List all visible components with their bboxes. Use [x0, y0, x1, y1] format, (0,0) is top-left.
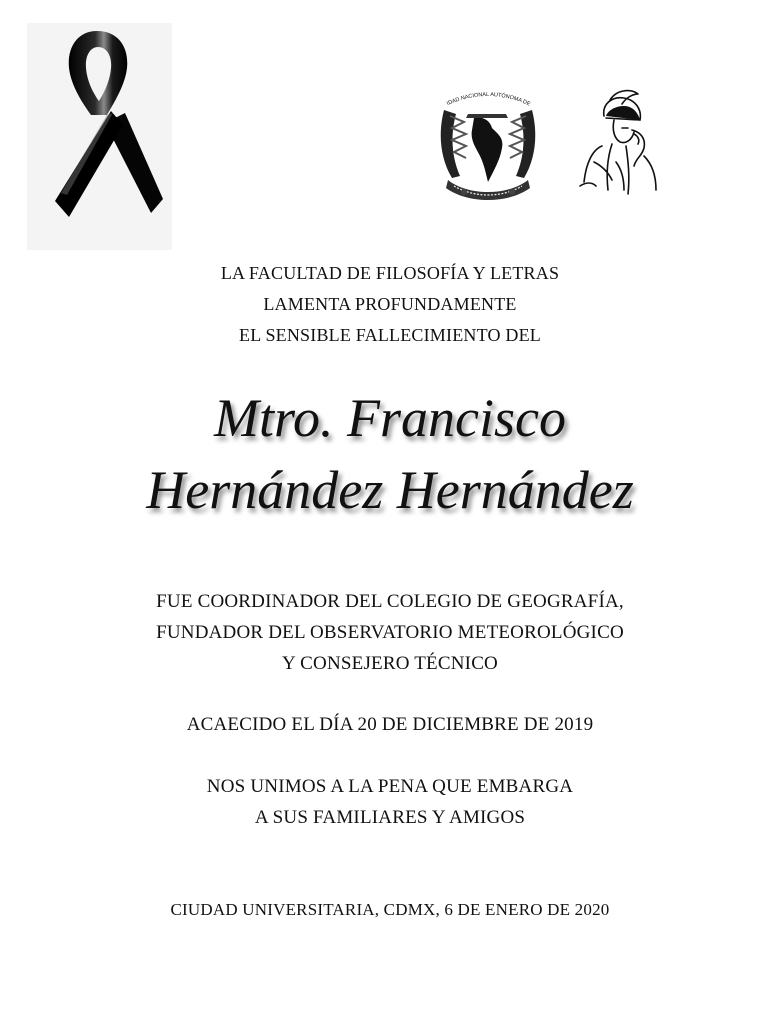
- bio-line: FUE COORDINADOR DEL COLEGIO DE GEOGRAFÍA,: [156, 591, 624, 612]
- unam-seal-icon: [434, 88, 542, 206]
- athena-logo: [572, 86, 668, 200]
- athena-ffyl-icon: [572, 86, 668, 200]
- bio-line: FUNDADOR DEL OBSERVATORIO METEOROLÓGICO: [156, 622, 624, 643]
- deceased-name-line: Mtro. Francisco: [214, 388, 566, 448]
- biography-text: [0, 586, 780, 679]
- seal-text: IDAD NACIONAL AUTÓNOMA DE: [446, 91, 532, 108]
- svg-text:UNIVERSIDAD NACIONAL AUTÓNOMA: [434, 88, 531, 108]
- condolence-text: [0, 771, 780, 833]
- ribbon-panel: [27, 23, 172, 250]
- intro-text: [0, 258, 780, 351]
- intro-line: LA FACULTAD DE FILOSOFÍA Y LETRAS: [220, 263, 560, 283]
- unam-seal: [434, 88, 542, 206]
- black-mourning-ribbon-icon: [27, 23, 172, 250]
- bio-line: Y CONSEJERO TÉCNICO: [282, 653, 498, 674]
- intro-line: EL SENSIBLE FALLECIMIENTO DEL: [239, 325, 541, 345]
- condolence-line: A SUS FAMILIARES Y AMIGOS: [254, 807, 526, 828]
- condolence-line: NOS UNIMOS A LA PENA QUE EMBARGA: [206, 776, 574, 797]
- death-notice: [0, 709, 780, 740]
- deceased-name-line: Hernández Hernández: [146, 460, 634, 520]
- deceased-name: [0, 382, 780, 526]
- intro-line: LAMENTA PROFUNDAMENTE: [263, 294, 517, 314]
- place-date-line: CIUDAD UNIVERSITARIA, CDMX, 6 DE ENERO DE 2020: [170, 900, 610, 919]
- death-notice-line: ACAECIDO EL DÍA 20 DE DICIEMBRE DE 2019: [186, 714, 594, 735]
- place-date: [0, 897, 780, 923]
